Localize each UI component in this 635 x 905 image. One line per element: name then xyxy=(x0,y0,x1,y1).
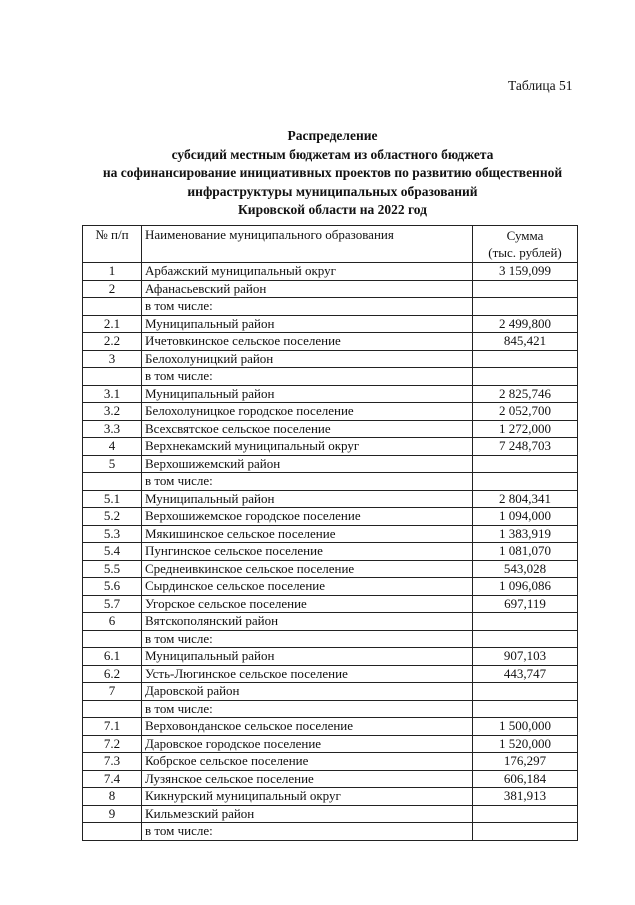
row-municipality-name: Даровской район xyxy=(142,683,473,701)
table-row xyxy=(83,788,578,806)
row-sum xyxy=(473,280,578,298)
row-number: 5.2 xyxy=(83,508,142,526)
row-municipality-name: Муниципальный район xyxy=(142,490,473,508)
row-sum xyxy=(473,805,578,823)
row-sum: 907,103 xyxy=(473,648,578,666)
table-row xyxy=(83,508,578,526)
row-municipality-name: Вятскополянский район xyxy=(142,613,473,631)
row-municipality-name: Белохолуницкое городское поселение xyxy=(142,403,473,421)
row-number: 5.1 xyxy=(83,490,142,508)
row-municipality-name: Афанасьевский район xyxy=(142,280,473,298)
row-municipality-name: Верхошижемский район xyxy=(142,455,473,473)
table-row xyxy=(83,333,578,351)
row-number: 5.5 xyxy=(83,560,142,578)
row-municipality-name: Арбажский муниципальный округ xyxy=(142,263,473,281)
row-sum xyxy=(473,630,578,648)
table-row xyxy=(83,368,578,386)
row-municipality-name: Усть-Люгинское сельское поселение xyxy=(142,665,473,683)
row-number: 5.3 xyxy=(83,525,142,543)
row-sum: 1 520,000 xyxy=(473,735,578,753)
row-municipality-name: Кобрское сельское поселение xyxy=(142,753,473,771)
row-number xyxy=(83,823,142,841)
row-sum: 1 500,000 xyxy=(473,718,578,736)
row-number: 9 xyxy=(83,805,142,823)
row-municipality-name: Ичетовкинское сельское поселение xyxy=(142,333,473,351)
row-sum xyxy=(473,298,578,316)
table-row xyxy=(83,385,578,403)
row-number: 7.4 xyxy=(83,770,142,788)
table-row xyxy=(83,473,578,491)
table-row xyxy=(83,403,578,421)
subsidy-distribution-table xyxy=(82,225,578,841)
row-municipality-name: Лузянское сельское поселение xyxy=(142,770,473,788)
row-sum: 543,028 xyxy=(473,560,578,578)
title-line: Кировской области на 2022 год xyxy=(238,202,427,217)
row-municipality-name: Муниципальный район xyxy=(142,385,473,403)
table-row xyxy=(83,648,578,666)
row-municipality-name: Кильмезский район xyxy=(142,805,473,823)
title-line: субсидий местным бюджетам из областного бюджета xyxy=(171,146,494,162)
row-sum: 2 825,746 xyxy=(473,385,578,403)
row-municipality-name: Верховонданское сельское поселение xyxy=(142,718,473,736)
header-sum-label: Сумма xyxy=(506,228,544,243)
row-municipality-name: Среднеивкинское сельское поселение xyxy=(142,560,473,578)
row-municipality-name: Пунгинское сельское поселение xyxy=(142,543,473,561)
row-sum: 845,421 xyxy=(473,333,578,351)
table-row xyxy=(83,560,578,578)
row-number xyxy=(83,368,142,386)
row-number: 6.2 xyxy=(83,665,142,683)
row-number: 1 xyxy=(83,263,142,281)
row-sum: 176,297 xyxy=(473,753,578,771)
row-sum: 1 096,086 xyxy=(473,578,578,596)
table-row xyxy=(83,595,578,613)
row-number: 7 xyxy=(83,683,142,701)
table-row xyxy=(83,770,578,788)
row-sum: 2 052,700 xyxy=(473,403,578,421)
row-municipality-name: в том числе: xyxy=(142,298,473,316)
row-sum xyxy=(473,368,578,386)
row-number: 2 xyxy=(83,280,142,298)
row-number: 7.1 xyxy=(83,718,142,736)
table-row xyxy=(83,630,578,648)
table-row xyxy=(83,735,578,753)
header-number: № п/п xyxy=(83,226,142,263)
row-number: 4 xyxy=(83,438,142,456)
row-municipality-name: Сырдинское сельское поселение xyxy=(142,578,473,596)
table-row xyxy=(83,525,578,543)
row-number: 5 xyxy=(83,455,142,473)
row-sum: 1 081,070 xyxy=(473,543,578,561)
row-municipality-name: в том числе: xyxy=(142,368,473,386)
row-number xyxy=(83,630,142,648)
table-number-label: Таблица 51 xyxy=(508,78,573,93)
table-row xyxy=(83,718,578,736)
row-number: 6.1 xyxy=(83,648,142,666)
row-number xyxy=(83,473,142,491)
row-municipality-name: Всехсвятское сельское поселение xyxy=(142,420,473,438)
row-municipality-name: Верхошижемское городское поселение xyxy=(142,508,473,526)
table-header-row xyxy=(83,226,578,263)
row-sum: 2 804,341 xyxy=(473,490,578,508)
row-number: 3 xyxy=(83,350,142,368)
row-number: 2.2 xyxy=(83,333,142,351)
table-row xyxy=(83,683,578,701)
table-row xyxy=(83,263,578,281)
table-row xyxy=(83,665,578,683)
row-sum: 1 383,919 xyxy=(473,525,578,543)
row-sum xyxy=(473,473,578,491)
row-number: 3.3 xyxy=(83,420,142,438)
row-sum: 381,913 xyxy=(473,788,578,806)
row-municipality-name: Даровское городское поселение xyxy=(142,735,473,753)
row-number: 2.1 xyxy=(83,315,142,333)
table-row xyxy=(83,420,578,438)
row-number: 7.3 xyxy=(83,753,142,771)
title-line: на софинансирование инициативных проектов по развитию общественной xyxy=(102,165,563,180)
row-number: 5.4 xyxy=(83,543,142,561)
row-number: 3.1 xyxy=(83,385,142,403)
header-municipality-name: Наименование муниципального образования xyxy=(142,226,473,263)
row-municipality-name: Мякишинское сельское поселение xyxy=(142,525,473,543)
row-sum: 1 272,000 xyxy=(473,420,578,438)
row-municipality-name: Муниципальный район xyxy=(142,648,473,666)
row-number: 6 xyxy=(83,613,142,631)
row-municipality-name: Угорское сельское поселение xyxy=(142,595,473,613)
row-sum xyxy=(473,683,578,701)
row-number: 7.2 xyxy=(83,735,142,753)
table-row xyxy=(83,438,578,456)
row-municipality-name: в том числе: xyxy=(142,823,473,841)
row-number: 3.2 xyxy=(83,403,142,421)
header-sum xyxy=(473,226,578,263)
row-sum: 443,747 xyxy=(473,665,578,683)
row-number: 5.7 xyxy=(83,595,142,613)
row-number xyxy=(83,298,142,316)
table-row xyxy=(83,613,578,631)
table-row xyxy=(83,578,578,596)
row-sum xyxy=(473,455,578,473)
row-municipality-name: Муниципальный район xyxy=(142,315,473,333)
table-row xyxy=(83,700,578,718)
table-row xyxy=(83,350,578,368)
row-sum xyxy=(473,350,578,368)
row-municipality-name: в том числе: xyxy=(142,700,473,718)
title-line: Распределение xyxy=(287,128,378,143)
table-row xyxy=(83,280,578,298)
row-sum: 1 094,000 xyxy=(473,508,578,526)
header-sum-unit: (тыс. рублей) xyxy=(488,245,562,260)
row-sum xyxy=(473,700,578,718)
row-municipality-name: Кикнурский муниципальный округ xyxy=(142,788,473,806)
table-row xyxy=(83,315,578,333)
table-row xyxy=(83,490,578,508)
table-row xyxy=(83,753,578,771)
row-number: 5.6 xyxy=(83,578,142,596)
row-municipality-name: Белохолуницкий район xyxy=(142,350,473,368)
row-number: 8 xyxy=(83,788,142,806)
row-number xyxy=(83,700,142,718)
document-title xyxy=(0,127,635,220)
row-municipality-name: Верхнекамский муниципальный округ xyxy=(142,438,473,456)
title-line: инфраструктуры муниципальных образований xyxy=(187,183,478,199)
table-row xyxy=(83,455,578,473)
row-sum: 7 248,703 xyxy=(473,438,578,456)
row-sum: 697,119 xyxy=(473,595,578,613)
table-row xyxy=(83,298,578,316)
table-row xyxy=(83,805,578,823)
row-municipality-name: в том числе: xyxy=(142,630,473,648)
row-sum: 3 159,099 xyxy=(473,263,578,281)
row-sum: 606,184 xyxy=(473,770,578,788)
row-sum: 2 499,800 xyxy=(473,315,578,333)
row-sum xyxy=(473,823,578,841)
row-sum xyxy=(473,613,578,631)
table-row xyxy=(83,543,578,561)
table-row xyxy=(83,823,578,841)
row-municipality-name: в том числе: xyxy=(142,473,473,491)
